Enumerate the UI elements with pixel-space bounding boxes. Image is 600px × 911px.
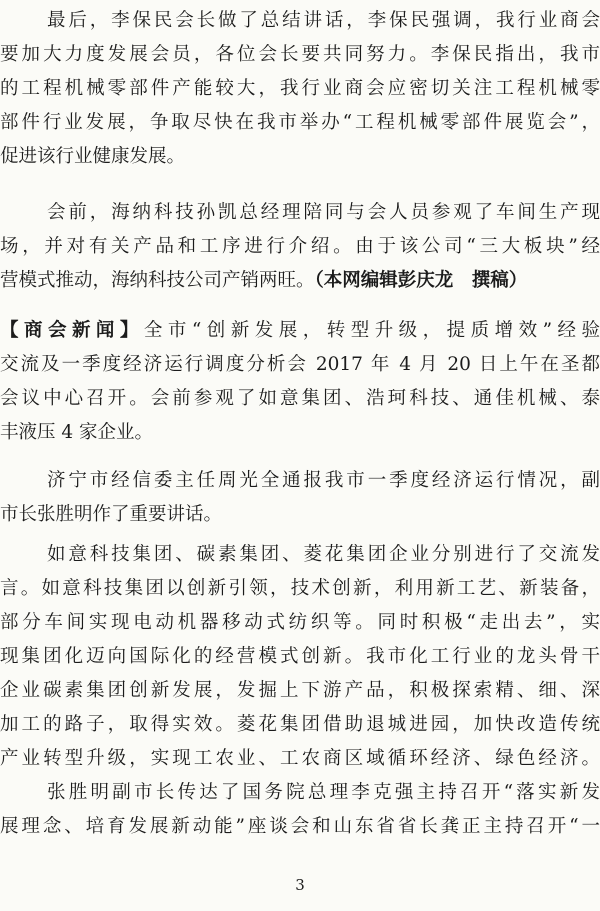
paragraph-enterprise-exchange — [0, 538, 600, 776]
paragraph-chamber-news — [0, 314, 600, 450]
text-line: 加工的路子，取得实效。菱花集团借助退城进园，加快改造传统 — [0, 714, 600, 735]
text-line: 展理念、培育发展新动能”座谈会和山东省省长龚正主持召开“一 — [0, 816, 600, 837]
text-segment: 全市“创新发展，转型升级，提质增效”经验 — [143, 320, 600, 341]
text-line: 现集团化迈向国际化的经营模式创新。我市化工行业的龙头骨干 — [0, 646, 600, 667]
text-line: 促进该行业健康发展。 — [0, 146, 186, 167]
page-number: 3 — [295, 876, 305, 894]
text-line — [0, 314, 600, 348]
text-line: 部分车间实现电动机器移动式纺织等。同时积极“走出去”，实 — [0, 612, 600, 633]
text-line: 丰液压 4 家企业。 — [0, 422, 154, 443]
text-line: 最后，李保民会长做了总结讲话，李保民强调，我行业商会 — [47, 10, 600, 31]
paragraph-company-visit — [0, 196, 600, 298]
section-tag: 【商会新闻】 — [0, 320, 144, 341]
text-line: 如意科技集团、碳素集团、菱花集团企业分别进行了交流发 — [47, 544, 600, 565]
text-line: 部件行业发展，争取尽快在我市举办“工程机械零部件展览会”， — [0, 112, 600, 133]
paragraph-economic-report — [0, 464, 600, 532]
text-line: 产业转型升级，实现工农业、工农商区域循环经济、绿色经济。 — [0, 748, 600, 769]
text-line: 张胜明副市长传达了国务院总理李克强主持召开“落实新发 — [47, 782, 600, 803]
text-line: 要加大力度发展会员，各位会长要共同努力。李保民指出，我市 — [0, 44, 600, 65]
text-line: 会前，海纳科技孙凯总经理陪同与会人员参观了车间生产现 — [47, 202, 600, 223]
text-segment: 营模式推动，海纳科技公司产销两旺。 — [0, 270, 315, 291]
text-line: 场，并对有关产品和工序进行介绍。由于该公司“三大板块”经 — [0, 236, 600, 257]
text-line: 企业碳素集团创新发展，发掘上下游产品，积极探索精、细、深 — [0, 680, 600, 701]
text-line: 的工程机械零部件产能较大，我行业商会应密切关注工程机械零 — [0, 78, 600, 99]
paragraph-state-council — [0, 776, 600, 844]
text-line: 会议中心召开。会前参观了如意集团、浩珂科技、通佳机械、泰 — [0, 388, 600, 409]
text-line — [0, 264, 600, 298]
paragraph-closing-speech — [0, 4, 600, 174]
text-line: 市长张胜明作了重要讲话。 — [0, 504, 223, 525]
text-line: 交流及一季度经济运行调度分析会 2017 年 4 月 20 日上午在圣都 — [0, 354, 600, 375]
editor-credit: （本网编辑彭庆龙 撰稿） — [314, 270, 528, 291]
text-line: 济宁市经信委主任周光全通报我市一季度经济运行情况，副 — [47, 470, 600, 491]
text-line: 言。如意科技集团以创新引领，技术创新，利用新工艺、新装备， — [0, 578, 600, 599]
